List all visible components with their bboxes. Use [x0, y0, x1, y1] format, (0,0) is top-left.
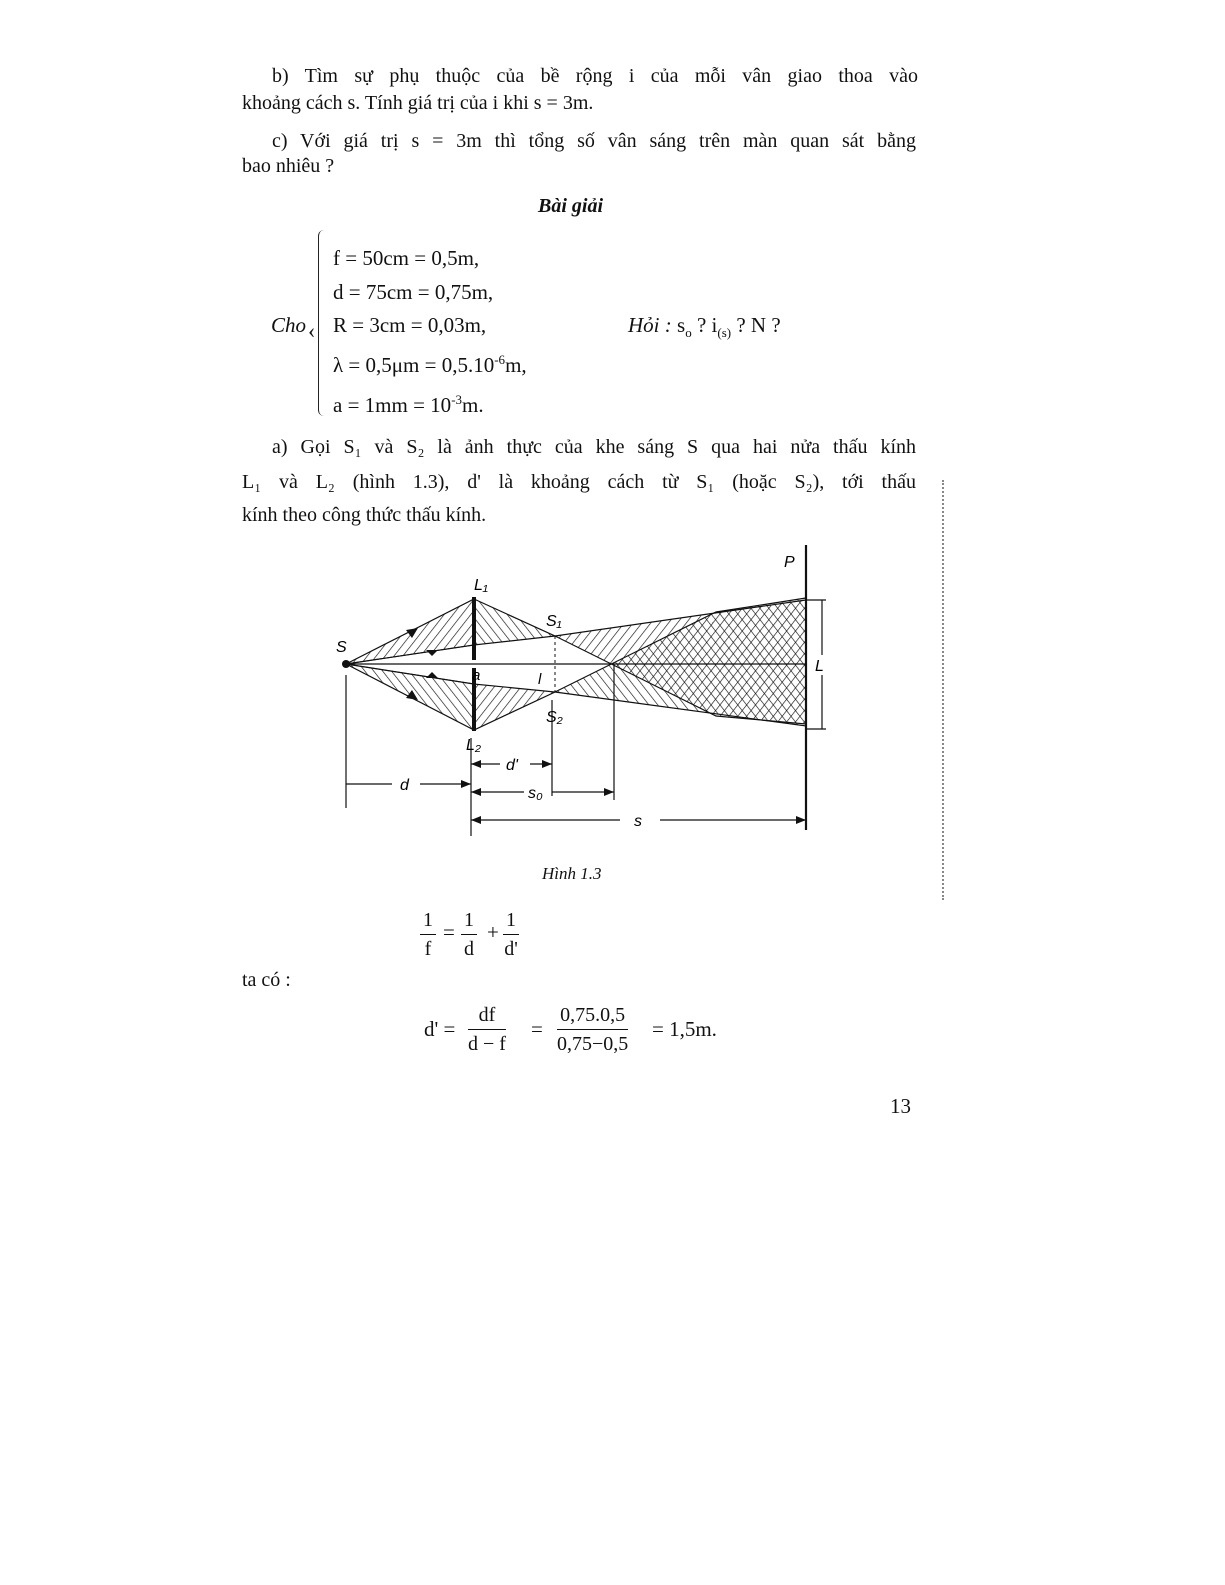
- dp-result: = 1,5m.: [652, 1017, 717, 1041]
- solution-heading: Bài giải: [538, 195, 604, 217]
- source-point: [342, 660, 350, 668]
- dp-lhs: d' =: [424, 1017, 456, 1041]
- dim-dprime-arrow-l: [471, 760, 481, 768]
- lens-plus: +: [487, 920, 499, 944]
- part-a-line3: kính theo công thức thấu kính.: [242, 504, 487, 526]
- label-P: P: [784, 554, 795, 571]
- label-s: s: [634, 813, 642, 830]
- label-L1: L₁: [474, 577, 488, 594]
- ask-rest: ? N ?: [736, 313, 781, 337]
- page-number: 13: [890, 1094, 911, 1118]
- given-a-unit: m.: [462, 393, 484, 417]
- given-a-text: a = 1mm = 10: [333, 393, 452, 417]
- scan-edge-mark: [942, 480, 948, 900]
- figure-caption: Hình 1.3: [542, 864, 602, 883]
- given-R: R = 3cm = 0,03m,: [333, 313, 487, 337]
- given-label: Cho: [271, 313, 307, 337]
- label-s0: s₀: [528, 785, 543, 802]
- given-f: f = 50cm = 0,5m,: [333, 246, 480, 270]
- label-d-prime: d': [506, 757, 518, 774]
- upper-beam-out: [474, 599, 555, 645]
- ask-s: $s_o$: [677, 313, 692, 341]
- ask-q1: ?: [696, 313, 707, 337]
- ask-i: $i_{(s)}$: [711, 313, 732, 341]
- label-S: S: [336, 639, 347, 656]
- problem-c-line2: bao nhiêu ?: [242, 155, 335, 177]
- problem-b-line2: khoảng cách s. Tính giá trị của i khi s = 3m.: [242, 92, 594, 114]
- dp-frac1: $\frac{df}{d - f}$: [468, 1004, 506, 1055]
- given-a-exp: -3: [451, 392, 463, 407]
- dim-dprime-arrow-r: [542, 760, 552, 768]
- lower-beam-diverge: [555, 598, 806, 726]
- problem-c-line1: c) Với giá trị s = 3m thì tổng số vân sáng trên màn quan sát bằng: [272, 130, 916, 152]
- dim-s-arrow-l: [471, 816, 481, 824]
- lower-beam-out: [474, 684, 555, 730]
- dim-s0-arrow-l: [471, 788, 481, 796]
- dim-s0-arrow-r: [604, 788, 614, 796]
- label-S1: S₁: [546, 613, 562, 630]
- dim-s-arrow-r: [796, 816, 806, 824]
- label-L2: L₂: [466, 737, 481, 754]
- ta-co: ta có :: [242, 969, 291, 991]
- part-a-line1: a) Gọi S₁ và S₂ là ảnh thực của khe sáng S qua hai nửa thấu kính: [272, 436, 916, 458]
- label-a: a: [472, 667, 481, 684]
- label-l: l: [538, 671, 542, 688]
- arrow-axis-lower: [426, 672, 438, 678]
- dp-frac2: $\frac{0,75.0,5}{0,75-0,5}$: [557, 1004, 629, 1055]
- given-brace-tip: ‹: [308, 318, 316, 343]
- given-lambda-text: λ = 0,5μm = 0,5.10: [333, 353, 495, 377]
- arrow-axis-upper: [426, 650, 438, 656]
- given-lambda-exp: -6: [494, 352, 506, 367]
- label-S2: S₂: [546, 709, 563, 726]
- lens-eq: =: [443, 920, 455, 944]
- ask-label: Hỏi :: [628, 313, 672, 337]
- dim-d-arrow: [461, 780, 471, 788]
- lens-term1: $\frac{1}{d}$: [461, 908, 477, 961]
- given-lambda-unit: m,: [505, 353, 527, 377]
- problem-b-line1: b) Tìm sự phụ thuộc của bề rộng i của mỗi vân giao thoa vào: [272, 65, 918, 87]
- given-d: d = 75cm = 0,75m,: [333, 280, 494, 304]
- lens-lhs: $\frac{1}{f}$: [420, 908, 436, 961]
- dp-eq2: =: [531, 1017, 543, 1041]
- lens-term2: $\frac{1}{d'}$: [504, 909, 518, 960]
- label-L: L: [815, 658, 824, 675]
- label-d: d: [400, 777, 409, 794]
- part-a-line2: L₁ và L₂ (hình 1.3), d' là khoảng cách từ S₁ (hoặc S₂), tới thấu: [242, 471, 916, 493]
